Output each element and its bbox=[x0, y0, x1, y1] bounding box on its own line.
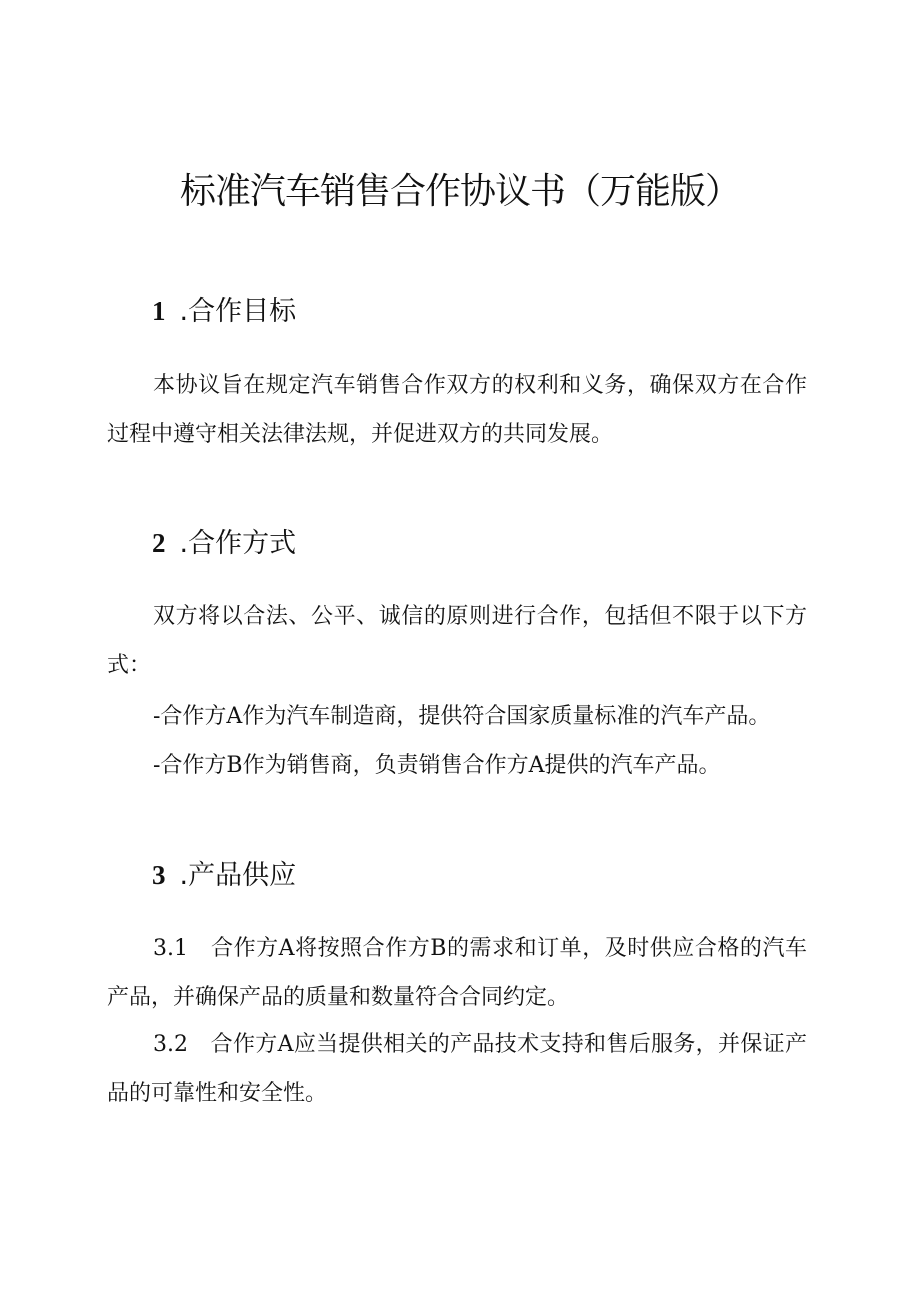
section-number: 2 bbox=[152, 528, 166, 558]
section-paragraph: 本协议旨在规定汽车销售合作双方的权利和义务，确保双方在合作过程中遵守相关法律法规，并促进双方的共同发展。 bbox=[107, 373, 807, 447]
section-title: .合作目标 bbox=[179, 296, 297, 327]
section-paragraph: 双方将以合法、公平、诚信的原则进行合作，包括但不限于以下方式： bbox=[107, 604, 807, 678]
clause-paragraph: 3.2 合作方A应当提供相关的产品技术支持和售后服务，并保证产品的可靠性和安全性。 bbox=[107, 1032, 807, 1106]
list-item: -合作方A作为汽车制造商，提供符合国家质量标准的汽车产品。 bbox=[153, 704, 771, 729]
list-item: -合作方B作为销售商，负责销售合作方A提供的汽车产品。 bbox=[153, 753, 721, 778]
section-number: 1 bbox=[152, 296, 166, 326]
section-heading bbox=[152, 857, 296, 894]
section-heading bbox=[152, 293, 296, 330]
section-title: .合作方式 bbox=[179, 528, 297, 559]
section-heading bbox=[152, 525, 296, 562]
document-title: 标准汽车销售合作协议书（万能版） bbox=[179, 171, 740, 212]
section-title: .产品供应 bbox=[179, 860, 297, 891]
section-number: 3 bbox=[152, 860, 166, 890]
clause-paragraph: 3.1 合作方A将按照合作方B的需求和订单，及时供应合格的汽车产品，并确保产品的质量和数量符合合同约定。 bbox=[107, 936, 807, 1010]
